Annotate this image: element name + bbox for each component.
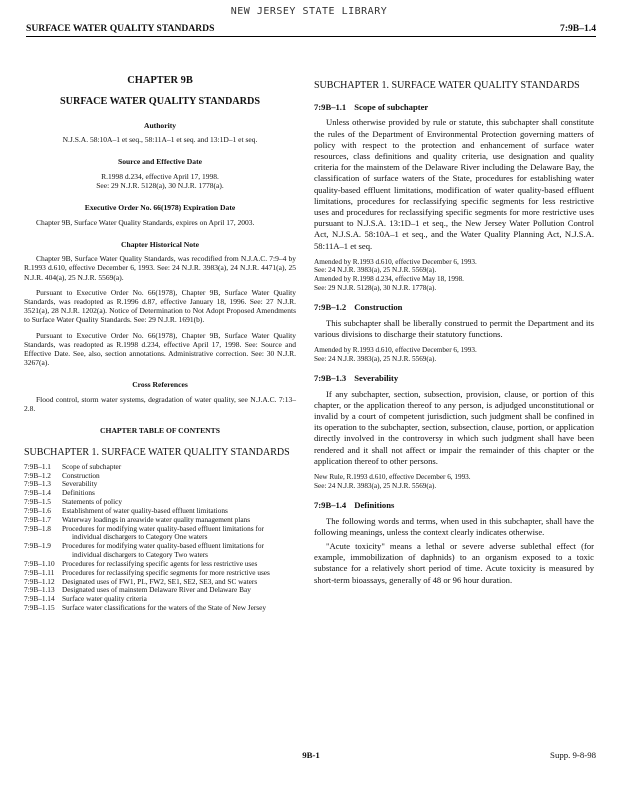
section-title: Construction [354,302,403,313]
toc-entry-number: 7:9B–1.4 [24,488,51,498]
table-of-contents [24,463,296,613]
section-title: Definitions [354,500,395,511]
toc-entry-number: 7:9B–1.5 [24,497,51,507]
source-line-2: See: 29 N.J.R. 5128(a), 30 N.J.R. 1778(a). [96,181,224,191]
section-heading [314,302,594,312]
toc-entry-title: Definitions [62,488,95,498]
toc-entry-number: 7:9B–1.11 [24,567,55,577]
toc-entry-title: Waterway loadings in areawide water quality management plans [62,515,251,525]
toc-entry-number: 7:9B–1.8 [24,523,51,533]
exec-order-text: Chapter 9B, Surface Water Quality Standards, expires on April 17, 2003. [36,217,255,227]
note-line: Amended by R.1998 d.234, effective May 18, 1998. [314,275,464,284]
toc-entry-number: 7:9B–1.13 [24,585,55,595]
chapter-title: SURFACE WATER QUALITY STANDARDS [59,96,261,108]
toc-entry-number: 7:9B–1.12 [24,576,55,586]
toc-entry-title: Statements of policy [62,497,122,507]
toc-entry-title: Establishment of water quality-based effluent limitations [62,506,228,516]
toc-entry-title: Scope of subchapter [62,461,122,471]
library-stamp: NEW JERSEY STATE LIBRARY [230,6,388,17]
section-note [314,473,594,490]
toc-entry-title: Construction [62,470,100,480]
section-title: Severability [354,373,399,384]
note-line: Amended by R.1993 d.610, effective December 6, 1993. [314,257,477,266]
history-paragraph-1: Chapter 9B, Surface Water Quality Standards, was recodified from N.J.A.C. 7:9–4 by R.1993 d.610, effective December 6, 1993. See: 24 N.J.R. 3983(a), 24 N.J.R. 4471(a), 25 N.J.R. 404(a), 25 N.J.R. 5569(a). [24,254,296,282]
note-line: Amended by R.1993 d.610, effective December 6, 1993. [314,346,477,355]
page-number: 9B-1 [302,750,320,760]
toc-entry-title: Procedures for modifying water quality-based effluent limitations for individual dischargers to Category Two waters [62,541,264,559]
supplement-date: Supp. 9-8-98 [550,750,596,760]
toc-entry-number: 7:9B–1.2 [24,470,51,480]
toc-entry-title: Designated uses of FW1, PL, FW2, SE1, SE2, SE3, and SC waters [62,576,258,586]
toc-entry-number: 7:9B–1.1 [24,461,51,471]
cross-ref-heading: Cross References [132,380,188,390]
section-body: The following words and terms, when used in this subchapter, shall have the following meanings, unless the context clearly indicates otherwise. [314,515,594,537]
section-body: "Acute toxicity" means a lethal or severe adverse sublethal effect (for example, immobilization of daphnids) to an organism exposed to a toxic substance for a relatively short period of time. Acute toxicity is measured by short-term bioassays, generally of 48 or 96 hour duration. [314,541,594,585]
section-heading [314,102,594,112]
toc-entry [24,604,296,613]
section-note [314,346,594,363]
toc-entry-number: 7:9B–1.6 [24,506,51,516]
toc-entry [24,569,296,578]
toc-entry-number: 7:9B–1.10 [24,558,55,568]
toc-entry-title: Severability [62,479,98,489]
history-heading: Chapter Historical Note [121,239,199,249]
toc-entry-title: Procedures for reclassifying specific agents for less restrictive uses [62,558,258,568]
cross-ref-text: Flood control, storm water systems, degradation of water quality, see N.J.A.C. 7:13–2.8. [24,394,296,414]
section-heading [314,500,594,510]
section-number: 7:9B–1.2 [314,302,347,313]
toc-entry [24,525,296,542]
section-number: 7:9B–1.1 [314,102,347,112]
authority-text: N.J.S.A. 58:10A–1 et seq., 58:11A–1 et seq. and 13:1D–1 et seq. [62,135,258,145]
section-body: Unless otherwise provided by rule or statute, this subchapter shall constitute the rules of the Department of Environmental Protection governing matters of policy with respect to the protection and enhancement of surface water resources, class definitions and quality criteria, use designation and quality criteria for the mainstem of the Delaware River including the Delaware Bay, the classification of surface waters of the State, procedures for establishing water quality-based effluent limitations, modification of water quality-based effluent limitations, procedures for reclassifying specific segments for less restrictive uses and procedures for reclassifying specific segments for more restrictive uses pursuant to N.J.S.A. 13:1D–1 et seq., the New Jersey Water Pollution Control Act, N.J.S.A. 58:10A–1 et seq., and the Water Quality Planning Act, N.J.S.A. 58:11A–1 et seq. [314,117,594,251]
note-line: See: 29 N.J.R. 5128(a), 30 N.J.R. 1778(a). [314,283,437,292]
toc-entry [24,463,296,472]
toc-entry-number: 7:9B–1.14 [24,594,55,604]
note-line: See: 24 N.J.R. 3983(a), 25 N.J.R. 5569(a). [314,266,437,275]
left-column [24,62,296,613]
source-heading: Source and Effective Date [117,157,202,167]
right-column [314,62,594,586]
header-section: 7:9B–1.4 [560,23,596,34]
toc-entry-number: 7:9B–1.15 [24,603,55,613]
toc-entry-number: 7:9B–1.7 [24,515,51,525]
toc-entry-title: Surface water classifications for the waters of the State of New Jersey [62,603,267,613]
header-title: SURFACE WATER QUALITY STANDARDS [26,23,215,34]
toc-entry-title: Surface water quality criteria [62,594,147,604]
toc-heading: CHAPTER TABLE OF CONTENTS [100,426,220,436]
authority-heading: Authority [143,120,177,130]
exec-order-heading: Executive Order No. 66(1978) Expiration Date [84,203,236,213]
section-number: 7:9B–1.3 [314,373,347,384]
history-paragraph-3: Pursuant to Executive Order No. 66(1978), Chapter 9B, Surface Water Quality Standards, was readopted as R.1998 d.234, effective April 17, 1998. See: Source and Effective Date. See, also, section annotations. Administrative correction. See: 30 N.J.R. 3267(a). [24,330,296,368]
toc-entry-title: Procedures for reclassifying specific segments for more restrictive uses [62,567,270,577]
note-line: New Rule, R.1993 d.610, effective December 6, 1993. [314,473,471,482]
toc-entry-title: Designated uses of mainstem Delaware River and Delaware Bay [62,585,251,595]
note-line: See: 24 N.J.R. 3983(a), 25 N.J.R. 5569(a). [314,481,437,490]
section-note [314,258,594,292]
history-paragraph-2: Pursuant to Executive Order No. 66(1978), Chapter 9B, Surface Water Quality Standards, was readopted as R.1996 d.87, effective January 18, 1996. See: 27 N.J.R. 3521(a), 28 N.J.R. 1202(a). Notice of Determination to Not Adopt Proposed Amendments to Surface Water Quality Standards. See: 29 N.J.R. 1691(b). [24,287,296,325]
running-header [26,23,596,37]
section-number: 7:9B–1.4 [314,500,347,511]
toc-entry [24,560,296,569]
toc-entry-title: Procedures for modifying water quality-based effluent limitations for individual dischargers to Category One waters [62,523,264,542]
chapter-number: CHAPTER 9B [127,75,193,86]
toc-entry-number: 7:9B–1.3 [24,479,51,489]
subchapter-title: SUBCHAPTER 1. SURFACE WATER QUALITY STANDARDS [314,80,580,91]
section-title: Scope of subchapter [354,102,429,112]
note-line: See: 24 N.J.R. 3983(a), 25 N.J.R. 5569(a). [314,354,437,363]
section-heading [314,373,594,383]
toc-entry-number: 7:9B–1.9 [24,541,51,551]
section-body: If any subchapter, section, subsection, provision, clause, or portion of this chapter, or the application thereof to any person, is adjudged unconstitutional or invalid by a court of competent jurisdiction, such judgment shall be confined in its operation to the subchapter, section, subsection, clause, portion, or application directly involved in the controversy in which such judgment shall have been rendered and it shall not affect or impair the remainder of this chapter or the application thereof to other persons. [314,388,594,466]
source-line-1: R.1998 d.234, effective April 17, 1998. [101,171,219,181]
section-body: This subchapter shall be liberally construed to permit the Department and its various divisions to discharge their statutory functions. [314,317,594,339]
toc-subchapter: SUBCHAPTER 1. SURFACE WATER QUALITY STANDARDS [24,446,290,458]
toc-entry [24,542,296,559]
